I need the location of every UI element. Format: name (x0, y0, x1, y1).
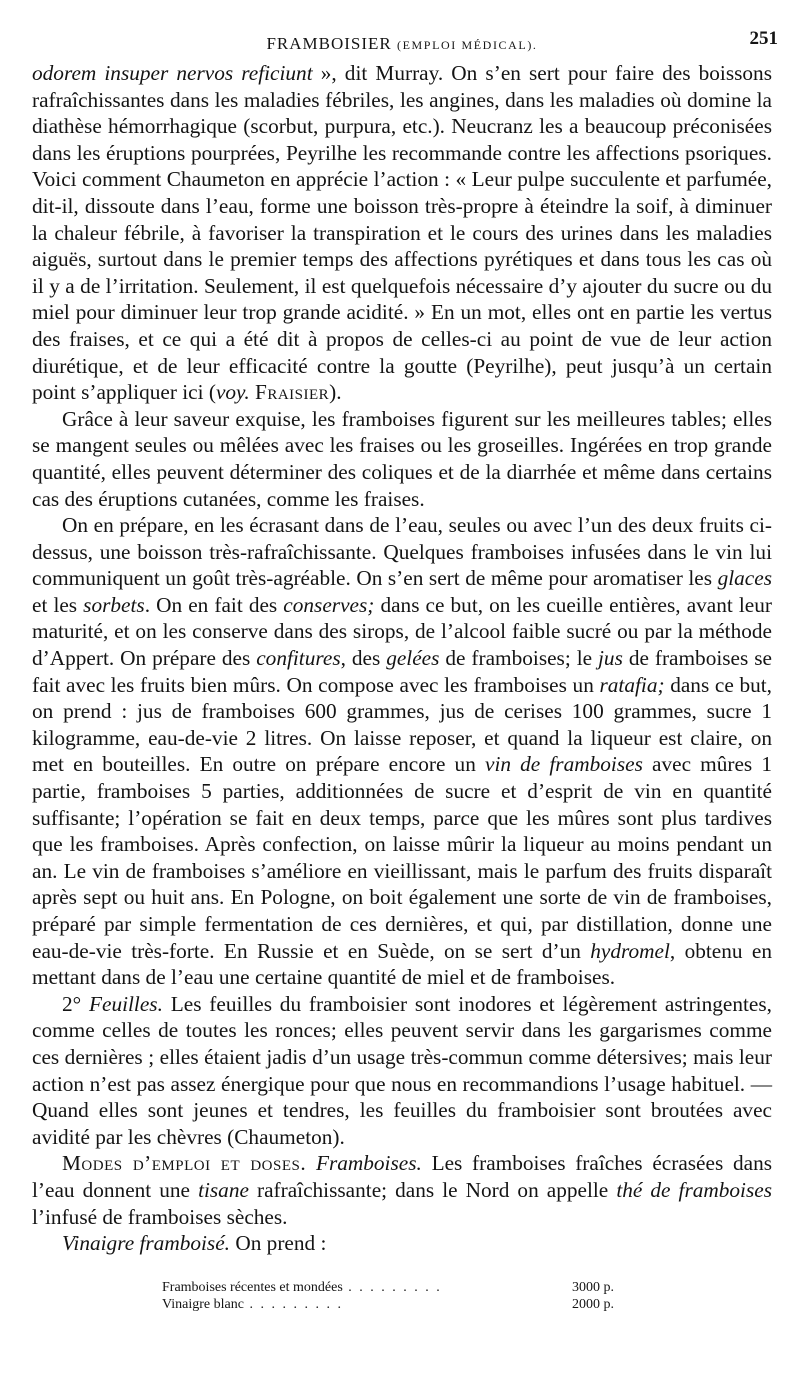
text-segment: hydromel (590, 938, 670, 963)
page-number: 251 (749, 28, 778, 49)
text-segment: Feuilles. (88, 991, 163, 1016)
text-segment: gelées (386, 646, 440, 671)
text-segment: vin de framboises (485, 752, 643, 777)
body-text (32, 60, 772, 1257)
text-segment: glaces (717, 566, 772, 591)
text-segment: . On en fait des (144, 592, 284, 617)
text-segment: l’infusé de framboises sèches. (32, 1204, 288, 1229)
text-segment: voy. (215, 380, 250, 405)
text-segment: et les (32, 592, 84, 617)
text-segment: de framboises se fait avec les fruits bien mûrs. On compose avec les framboises un (32, 646, 772, 697)
text-segment: confitures (256, 646, 341, 671)
text-segment: On prend : (230, 1231, 327, 1256)
text-segment: thé de framboises (616, 1177, 772, 1202)
text-segment: conserves; (283, 592, 375, 617)
text-segment: On en prépare, en les écrasant dans de l’eau, seules ou avec l’un des deux fruits ci-dessus, une boisson très-rafraîchissante. Quelques framboises infusées dans le vin lui communiquent un goût très-agréable. On s’en sert de même pour aromatiser les (32, 513, 772, 591)
paragraph-p6 (32, 1230, 772, 1257)
running-title (32, 34, 772, 54)
text-segment: , obtenu en mettant dans de l’eau une certaine quantité de miel et de framboises. (32, 938, 772, 990)
text-segment: rafraîchissante; dans le Nord on appelle (248, 1177, 617, 1202)
text-segment (306, 1151, 316, 1175)
text-segment: ). (329, 380, 342, 405)
text-segment: jus (598, 646, 623, 671)
text-segment: de framboises; le (439, 646, 599, 671)
text-segment: dans ce but, on prend : jus de framboises 600 grammes, jus de cerises 100 grammes, sucre 1 kilogramme, eau-de-vie 2 litres. On laisse reposer, et quand la liqueur est claire, on met en bouteilles. En outre on prépare encore un (32, 672, 772, 777)
text-segment: tisane (198, 1177, 249, 1202)
text-segment: », dit Murray. On s’en sert pour faire des boissons rafraîchissantes dans les maladies fébriles, les angines, dans les maladies où domine la diathèse hémorrhagique (scorbut, purpura, etc.). Neucranz les a beaucoup préconisées dans les éruptions pourprées, Peyrilhe les recommande contre les affections psoriques. Voici comment Chaumeton en apprécie l’action : « Leur pulpe succulente et parfumée, dit-il, dissoute dans l’eau, forme une boisson très-propre à éteindre la soif, à diminuer la chaleur fébrile, à favoriser la transpiration et le cours des urines dans les maladies aiguës, surtout dans le premier temps des affections pyrétiques et dans tous les cas où il y a de l’irritation. Seulement, il est quelquefois nécessaire d’y ajouter du sucre ou du miel pour diminuer leur trop grande acidité. » En un mot, elles ont en partie les vertus des fraises, et ce qui a été dit à propos de celles-ci au point de vue de leur action diurétique, et de leur efficacité contre la goutte (Peyrilhe), peut jusqu’à un certain point s’appliquer ici ( (32, 61, 772, 405)
text-segment: Fraisier (254, 380, 330, 405)
text-segment: Modes d’emploi et doses. (62, 1151, 307, 1176)
paragraph-p4 (32, 991, 772, 1151)
text-segment: sorbets (83, 592, 145, 617)
running-head (32, 22, 778, 60)
text-segment: 2° (62, 991, 89, 1016)
recipe-ingredient: Vinaigre blanc . . . (162, 1296, 343, 1313)
text-segment: Framboises. (315, 1151, 422, 1176)
paragraph-p1 (32, 60, 772, 406)
recipe-quantity: 2000 p. (572, 1296, 614, 1312)
paragraph-p3 (32, 512, 772, 991)
text-segment: odorem insuper nervos reficiunt (32, 61, 313, 85)
text-segment: Les feuilles du framboisier sont inodores et légèrement astringentes, comme celles de toutes les ronces; elles peuvent servir dans les gargarismes comme ces dernières ; elles étaient jadis d’un usage très-commun comme détersives; mais leur action n’est pas assez énergique pour que nous en recommandions l’usage habituel. — Quand elles sont jeunes et tendres, les feuilles du framboisier sont broutées avec avidité par les chèvres (Chaumeton). (32, 991, 772, 1149)
recipe-row (162, 1296, 642, 1313)
text-segment: Grâce à leur saveur exquise, les framboises figurent sur les meilleures tables; elles se mangent seules ou mêlées avec les fraises ou les groseilles. Ingérées en trop grande quantité, elles peuvent déterminer des coliques et de la diarrhée et même dans certains cas des éruptions cutanées, comme les fraises. (32, 406, 772, 511)
running-title-sub: (EMPLOI MÉDICAL). (397, 38, 538, 52)
text-segment: dans ce but, on les cueille entières, avant leur maturité, et on les conserve dans des sirops, de l’alcool faible sucré ou par la méthode d’Appert. On prépare des (32, 592, 772, 671)
text-segment: ratafia; (599, 672, 665, 697)
text-segment: Les framboises fraîches écrasées dans l’eau donnent une (32, 1151, 773, 1202)
text-segment: Vinaigre framboisé. (62, 1231, 230, 1256)
running-title-main: FRAMBOISIER (266, 34, 392, 53)
recipe-quantity: 3000 p. (572, 1279, 614, 1295)
recipe-table (162, 1279, 642, 1313)
recipe-row (162, 1279, 642, 1296)
text-segment: , des (340, 646, 387, 671)
paragraph-p5 (32, 1150, 772, 1230)
paragraph-p2 (32, 406, 772, 512)
book-page (32, 22, 778, 1362)
recipe-ingredient: Framboises récentes et mondées . . . (162, 1279, 442, 1296)
text-segment: avec mûres 1 partie, framboises 5 parties, additionnées de sucre et d’esprit de vin en quantité suffisante; l’opération se fait en deux temps, parce que les mûres sont plus tardives que les framboises. Après confection, on laisse mûrir la liqueur au moins pendant un an. Le vin de framboises s’améliore en vieillissant, mais le parfum des fruits disparaît après sept ou huit ans. En Pologne, on boit également une sorte de vin de framboises, préparé par simple fermentation de ces dernières, et qui, par distillation, donne une eau-de-vie très-forte. En Russie et en Suède, on se sert d’un (32, 752, 772, 963)
